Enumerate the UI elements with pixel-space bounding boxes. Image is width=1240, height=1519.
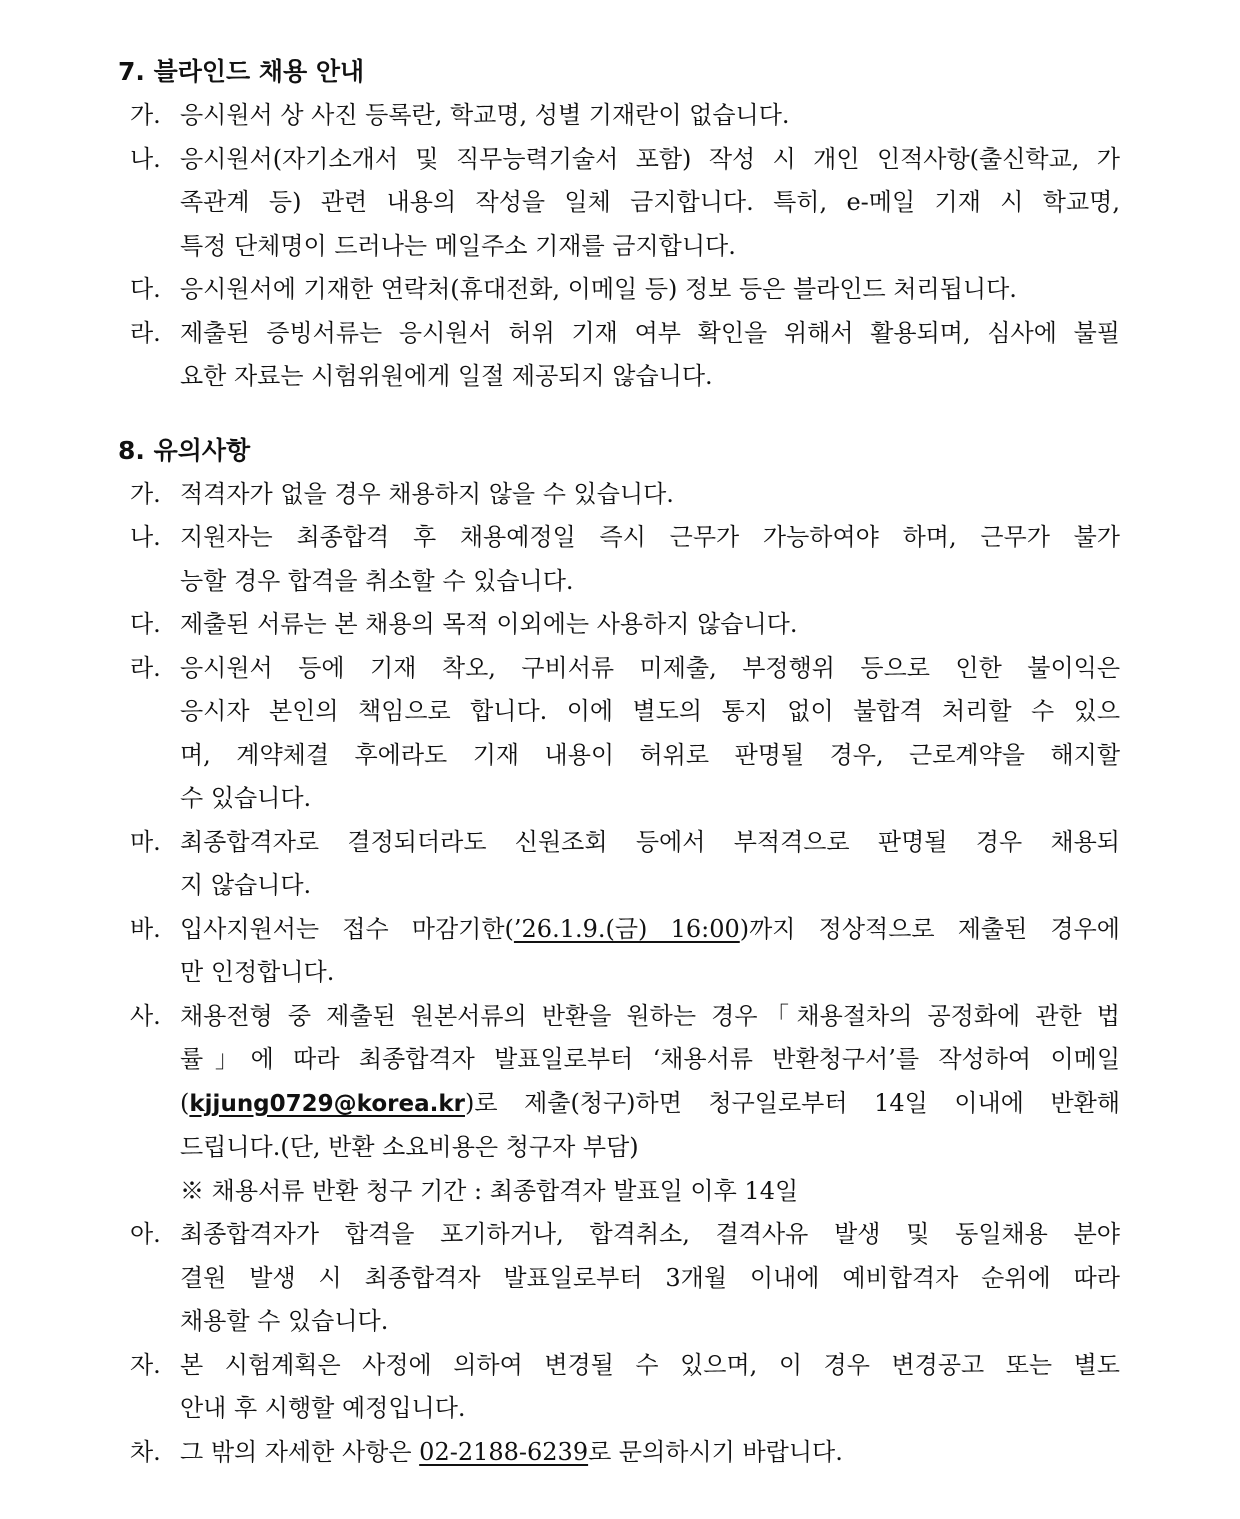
item-line: 최종합격자가 합격을 포기하거나, 합격취소, 결격사유 발생 및 동일채용 분야 [180,1220,1120,1248]
item-line: 응시원서 등에 기재 착오, 구비서류 미제출, 부정행위 등으로 인한 불이익은 [180,653,1120,682]
list-marker: 다. [130,275,161,303]
list-item [118,312,1120,399]
list-item [118,473,1120,517]
section-7-items [118,94,1120,399]
list-marker: 마. [130,827,161,856]
item-ba-line-2: 만 인정합니다. [180,958,335,986]
item-line: 응시원서(자기소개서 및 직무능력기술서 포함) 작성 시 개인 인적사항(출신학교, 가 [180,144,1120,173]
item-line: 응시원서에 기재한 연락처(휴대전화, 이메일 등) 정보 등은 블라인드 처리됩니다. [180,275,1017,303]
item-sa-line-1: 채용전형 중 제출된 원본서류의 반환을 원하는 경우「채용절차의 공정화에 관한 법 [180,1001,1120,1030]
list-item [118,1344,1120,1431]
item-line: 결원 발생 시 최종합격자 발표일로부터 3개월 이내에 예비합격자 순위에 따라 [180,1263,1120,1292]
item-line: 요한 자료는 시험위원에게 일절 제공되지 않습니다. [180,362,713,390]
list-marker: 사. [130,1001,161,1030]
list-item-sa [118,995,1120,1214]
item-sa-line-2: 률」에 따라 최종합격자 발표일로부터 ‘채용서류 반환청구서’를 작성하여 이메일 [180,1045,1120,1073]
section-8-heading: 8. 유의사항 [118,435,251,465]
item-sa-line-3: (kjjung0729@korea.kr)로 제출(청구)하면 청구일로부터 14일 이내에 반환해 [180,1088,1120,1117]
list-item [118,1213,1120,1344]
item-line: 능할 경우 합격을 취소할 수 있습니다. [180,566,574,595]
item-line: 지 않습니다. [180,871,312,899]
item-line: 응시원서 상 사진 등록란, 학교명, 성별 기재란이 없습니다. [180,101,790,129]
section-7-heading: 7. 블라인드 채용 안내 [118,57,365,86]
application-deadline: ’26.1.9.(금) 16:00 [513,914,740,943]
list-marker: 나. [130,523,161,551]
item-cha-line-1: 그 밖의 자세한 사항은 02-2188-6239로 문의하시기 바랍니다. [180,1437,843,1466]
list-marker: 자. [130,1350,161,1379]
list-marker: 다. [130,610,161,638]
item-line: 채용할 수 있습니다. [180,1307,389,1335]
item-line: 안내 후 시행할 예정입니다. [180,1394,466,1422]
list-item [118,647,1120,821]
list-item-cha [118,1431,1120,1475]
list-marker: 라. [130,318,161,347]
list-marker: 나. [130,144,161,173]
list-marker: 차. [130,1437,161,1466]
contact-phone[interactable]: 02-2188-6239 [419,1437,589,1466]
item-line: 족관계 등) 관련 내용의 작성을 일체 금지합니다. 특히, e-메일 기재 시 학교명, [180,188,1120,216]
list-marker: 가. [130,479,161,508]
list-item [118,516,1120,603]
section-7-blind-recruitment [118,50,1120,399]
item-line: 수 있습니다. [180,784,312,812]
return-period-note: ※ 채용서류 반환 청구 기간 : 최종합격자 발표일 이후 14일 [180,1176,799,1205]
list-marker: 바. [130,914,161,943]
item-line: 며, 계약체결 후에라도 기재 내용이 허위로 판명될 경우, 근로계약을 해지할 [180,740,1120,769]
section-8-notes [118,429,1120,1475]
item-line: 특정 단체명이 드러나는 메일주소 기재를 금지합니다. [180,231,736,260]
list-marker: 가. [130,101,161,129]
list-item [118,138,1120,269]
list-marker: 아. [130,1220,161,1248]
section-8-items-tail [118,1213,1120,1431]
item-line: 최종합격자로 결정되더라도 신원조회 등에서 부적격으로 판명될 경우 채용되 [180,827,1120,856]
item-ba-line-1: 입사지원서는 접수 마감기한(’26.1.9.(금) 16:00)까지 정상적으로 제출된 경우에 [180,914,1120,943]
list-item-ba [118,908,1120,995]
item-line: 지원자는 최종합격 후 채용예정일 즉시 근무가 가능하여야 하며, 근무가 불가 [180,523,1120,551]
item-sa-line-4: 드립니다.(단, 반환 소요비용은 청구자 부담) [180,1133,639,1161]
list-item [118,268,1120,312]
email-link[interactable]: kjjung0729@korea.kr [189,1090,465,1117]
item-line: 제출된 증빙서류는 응시원서 허위 기재 여부 확인을 위해서 활용되며, 심사에 불필 [180,318,1120,347]
list-item [118,603,1120,647]
item-line: 응시자 본인의 책임으로 합니다. 이에 별도의 통지 없이 불합격 처리할 수 있으 [180,697,1120,725]
item-line: 제출된 서류는 본 채용의 목적 이외에는 사용하지 않습니다. [180,610,798,638]
list-marker: 라. [130,653,161,682]
list-item [118,821,1120,908]
item-line: 적격자가 없을 경우 채용하지 않을 수 있습니다. [180,479,674,508]
section-8-items [118,473,1120,908]
list-item [118,94,1120,138]
item-line: 본 시험계획은 사정에 의하여 변경될 수 있으며, 이 경우 변경공고 또는 별도 [180,1350,1120,1379]
